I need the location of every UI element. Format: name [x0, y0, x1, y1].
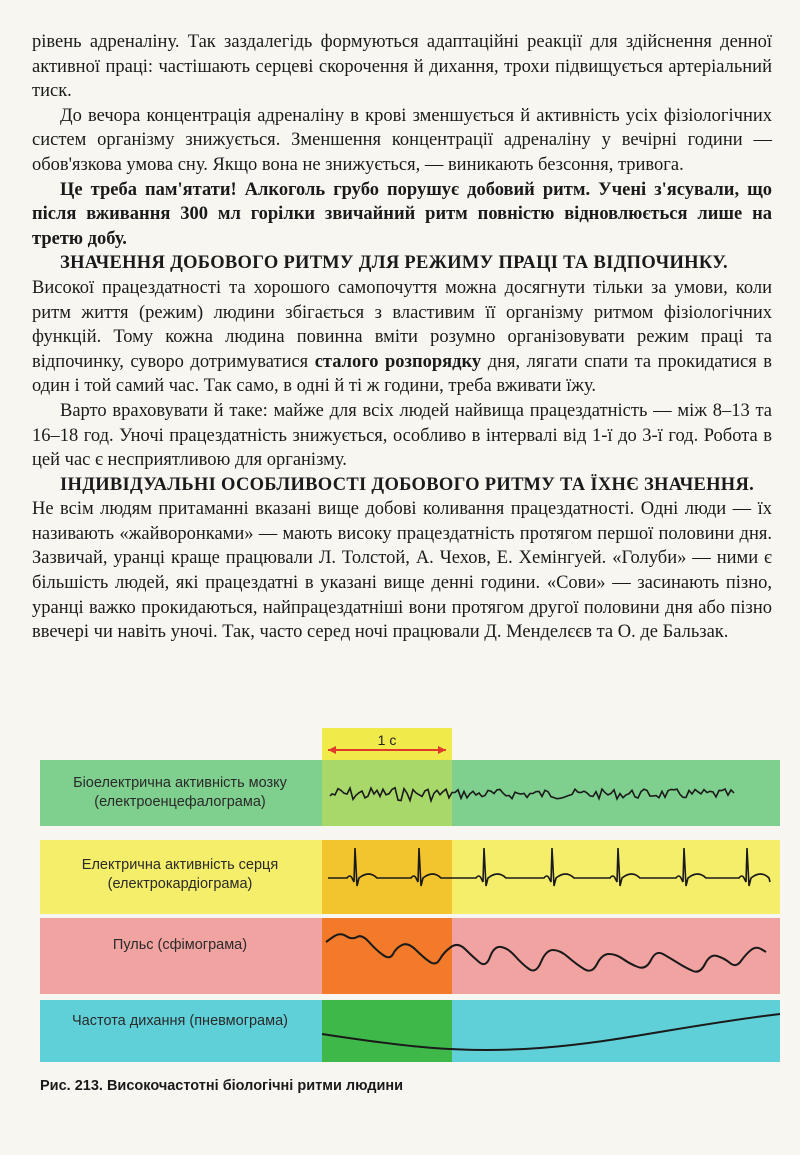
figure-caption: Рис. 213. Високочастотні біологічні ритми людини — [40, 1078, 404, 1094]
breath-label: Частота дихання (пневмограма) — [72, 1013, 288, 1029]
paragraph: ЗНАЧЕННЯ ДОБОВОГО РИТМУ ДЛЯ РЕЖИМУ ПРАЦІ ТА ВІДПОЧИНКУ. Високої працездатності та хорошого самопочуття можна досягнути тільки за умови, коли ритм життя (режим) людини збігається з властивим її організму ритмом фізіологічних функцій. Тому кожна людина повинна вміти розумно організовувати режим праці та відпочинку, суворо дотримуватися сталого розпорядку дня, лягати спати та прокидатися в один і той самий час. Так само, в одні й ті ж години, треба вживати їжу. — [32, 253, 772, 397]
breath-band-highlight — [322, 1000, 452, 1062]
section-heading: ІНДИВІДУАЛЬНІ ОСОБЛИВОСТІ ДОБОВОГО РИТМУ ТА ЇХНЄ ЗНАЧЕННЯ. — [60, 474, 755, 495]
biorhythm-figure — [40, 728, 780, 1068]
pulse-band-highlight — [322, 918, 452, 994]
interval-label: 1 с — [377, 732, 397, 748]
paragraph: Варто враховувати й таке: майже для всіх людей найвища працездатність — між 8–13 та 16–18 год. Уночі працездатність знижується, особливо в інтервалі від 1-ї до 3-ї год. Робота в цей час є несприятливою для організму. — [32, 400, 772, 471]
paragraph: рівень адреналіну. Так заздалегідь формуються адаптаційні реакції для здійснення денної активної праці: частішають серцеві скорочення й дихання, трохи підвищується артеріальний тиск. — [32, 32, 772, 102]
paragraph: ІНДИВІДУАЛЬНІ ОСОБЛИВОСТІ ДОБОВОГО РИТМУ ТА ЇХНЄ ЗНАЧЕННЯ. Не всім людям притаманні вказані вище добові коливання працездатності. Одні люди — їх називають «жайворонками» — мають високу працездатність протягом першої половини дня. Зазвичай, уранці краще працювали Л. Толстой, А. Чехов, Е. Хемінгуей. «Голуби» — ними є більшість людей, які працездатні в указані вище денні години. «Сови» — засинають пізно, уранці важко прокидаються, найпрацездатніші вони протягом другої половини дня або пізно ввечері чи навіть уночі. Так, часто серед ночі працювали Д. Менделєєв та О. де Бальзак. — [32, 474, 772, 643]
eeg-label: Біоелектрична активність мозку (електроенцефалограма) — [73, 775, 287, 810]
emphasis: сталого розпорядку — [314, 351, 482, 372]
text-body — [32, 30, 772, 645]
pulse-label: Пульс (сфімограма) — [112, 937, 248, 953]
ecg-band-highlight — [322, 840, 452, 914]
paragraph: До вечора концентрація адреналіну в крові зменшується й активність усіх фізіологічних систем організму знижується. Зменшення концентрації адреналіну у вечірні години — обов'язкова умова сну. Якщо вона не знижується, — виникають безсоння, тривога. — [32, 105, 772, 175]
warning-paragraph: Це треба пам'ятати! Алкоголь грубо порушує добовий ритм. Учені з'ясували, що після вживання 300 мл горілки звичайний ритм повністю відновлюється лише на третю добу. — [32, 179, 772, 249]
ecg-label: Електрична активність серця (електрокардіограма) — [81, 857, 279, 892]
eeg-band-highlight — [322, 760, 452, 826]
section-heading: ЗНАЧЕННЯ ДОБОВОГО РИТМУ ДЛЯ РЕЖИМУ ПРАЦІ ТА ВІДПОЧИНКУ. — [60, 253, 728, 274]
